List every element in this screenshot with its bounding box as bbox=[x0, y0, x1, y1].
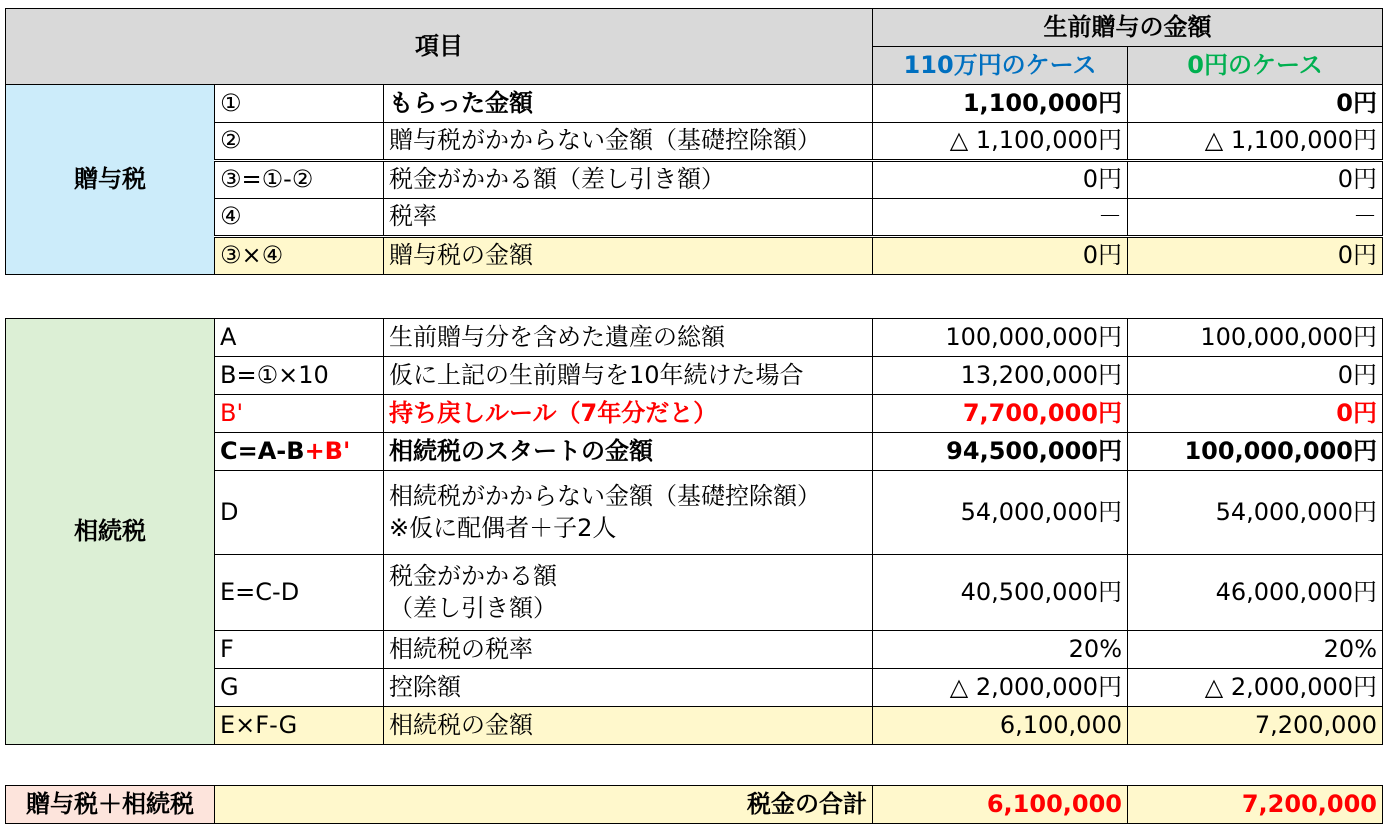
row-code: D bbox=[215, 471, 384, 555]
row-label: 贈与税の金額 bbox=[384, 237, 873, 275]
row-value-0: △ 1,100,000円 bbox=[1128, 123, 1383, 161]
row-value-110: 13,200,000円 bbox=[873, 357, 1128, 395]
row-value-110: 0円 bbox=[873, 237, 1128, 275]
case-0-header: 0円のケース bbox=[1128, 47, 1383, 85]
row-label: もらった金額 bbox=[384, 85, 873, 123]
row-code: ③×④ bbox=[215, 237, 384, 275]
row-code: ③=①-② bbox=[215, 161, 384, 199]
row-code: ④ bbox=[215, 199, 384, 237]
row-code-base: C=A-B bbox=[220, 436, 305, 465]
row-value-0: 0円 bbox=[1128, 395, 1383, 433]
row-value-110: 54,000,000円 bbox=[873, 471, 1128, 555]
total-value-0: 7,200,000 bbox=[1128, 786, 1383, 824]
case-110-header: 110万円のケース bbox=[873, 47, 1128, 85]
row-value-110: 20% bbox=[873, 631, 1128, 669]
row-label: 贈与税がかからない金額（基礎控除額） bbox=[384, 123, 873, 161]
row-code: G bbox=[215, 669, 384, 707]
row-label bbox=[384, 555, 873, 631]
row-label: 相続税のスタートの金額 bbox=[384, 433, 873, 471]
row-value-110: △ 2,000,000円 bbox=[873, 669, 1128, 707]
total-sum-label: 税金の合計 bbox=[215, 786, 873, 824]
row-code: ① bbox=[215, 85, 384, 123]
row-label bbox=[384, 471, 873, 555]
row-value-0: 46,000,000円 bbox=[1128, 555, 1383, 631]
row-value-0: 0円 bbox=[1128, 357, 1383, 395]
inheritance-tax-table bbox=[5, 318, 1383, 745]
amount-header: 生前贈与の金額 bbox=[873, 9, 1383, 47]
row-value-0: － bbox=[1128, 199, 1383, 237]
row-code: E×F-G bbox=[215, 707, 384, 745]
row-code: A bbox=[215, 319, 384, 357]
row-value-0: 54,000,000円 bbox=[1128, 471, 1383, 555]
row-label: 仮に上記の生前贈与を10年続けた場合 bbox=[384, 357, 873, 395]
row-value-0: 0円 bbox=[1128, 161, 1383, 199]
row-code: ② bbox=[215, 123, 384, 161]
row-value-0: 0円 bbox=[1128, 237, 1383, 275]
row-value-0: △ 2,000,000円 bbox=[1128, 669, 1383, 707]
row-value-0: 100,000,000円 bbox=[1128, 433, 1383, 471]
row-label: 持ち戻しルール（7年分だと） bbox=[384, 395, 873, 433]
total-label: 贈与税＋相続税 bbox=[6, 786, 215, 824]
row-label-line1: 税金がかかる額 bbox=[389, 562, 557, 591]
row-label: 税金がかかる額（差し引き額） bbox=[384, 161, 873, 199]
row-value-110: 6,100,000 bbox=[873, 707, 1128, 745]
row-label: 相続税の金額 bbox=[384, 707, 873, 745]
gift-tax-table bbox=[5, 8, 1383, 275]
row-value-110: 100,000,000円 bbox=[873, 319, 1128, 357]
row-value-110: 94,500,000円 bbox=[873, 433, 1128, 471]
row-value-0: 0円 bbox=[1128, 85, 1383, 123]
row-label: 控除額 bbox=[384, 669, 873, 707]
row-code: B=①×10 bbox=[215, 357, 384, 395]
row-value-0: 100,000,000円 bbox=[1128, 319, 1383, 357]
row-code: E=C-D bbox=[215, 555, 384, 631]
row-label-line2: （差し引き額） bbox=[389, 593, 557, 622]
row-code bbox=[215, 433, 384, 471]
row-value-0: 20% bbox=[1128, 631, 1383, 669]
row-code: F bbox=[215, 631, 384, 669]
total-table bbox=[5, 785, 1383, 824]
row-value-110: 40,500,000円 bbox=[873, 555, 1128, 631]
gift-tax-section-label: 贈与税 bbox=[6, 85, 215, 275]
row-code: B' bbox=[215, 395, 384, 433]
row-label: 相続税の税率 bbox=[384, 631, 873, 669]
row-label-line1: 相続税がかからない金額（基礎控除額） bbox=[389, 482, 821, 511]
inheritance-tax-section-label: 相続税 bbox=[6, 319, 215, 745]
row-value-110: － bbox=[873, 199, 1128, 237]
row-code-addition: +B' bbox=[304, 436, 351, 465]
row-label: 生前贈与分を含めた遺産の総額 bbox=[384, 319, 873, 357]
row-value-110: 0円 bbox=[873, 161, 1128, 199]
total-value-110: 6,100,000 bbox=[873, 786, 1128, 824]
item-header: 項目 bbox=[6, 9, 873, 85]
row-value-110: △ 1,100,000円 bbox=[873, 123, 1128, 161]
row-label-line2: ※仮に配偶者＋子2人 bbox=[389, 513, 617, 542]
row-value-0: 7,200,000 bbox=[1128, 707, 1383, 745]
row-label: 税率 bbox=[384, 199, 873, 237]
row-value-110: 1,100,000円 bbox=[873, 85, 1128, 123]
row-value-110: 7,700,000円 bbox=[873, 395, 1128, 433]
